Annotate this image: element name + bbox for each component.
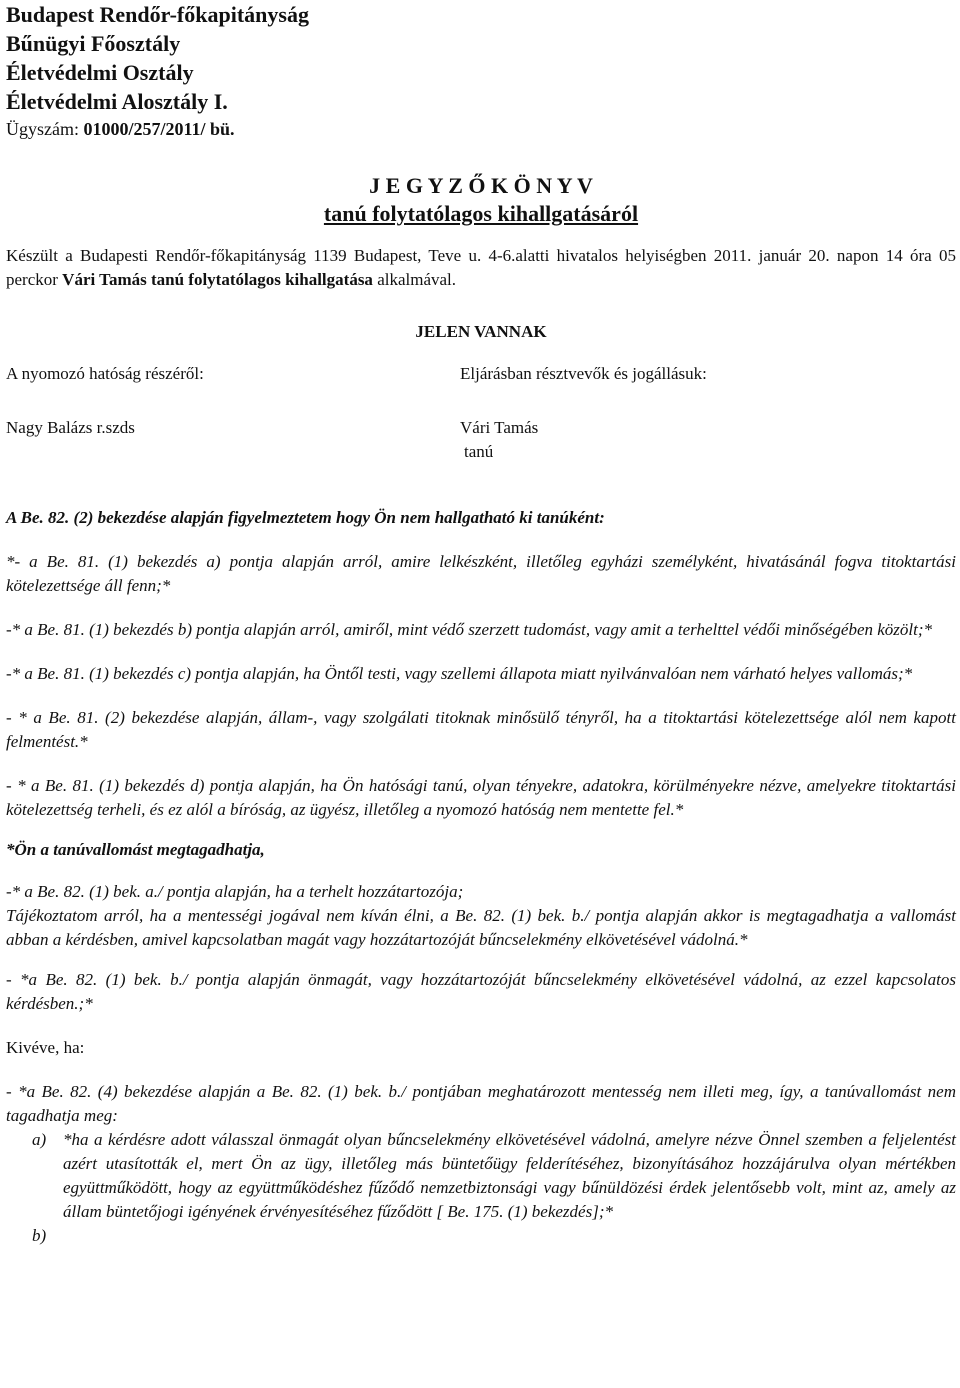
refusal-b: - *a Be. 82. (1) bek. b./ pontja alapján önmagát, vagy hozzátartozóját bűncselekmény elkövetésével vádolná, az ezzel kapcsolatos kérdésben.;* xyxy=(6,970,956,1013)
authority-label: A nyomozó hatóság részéről: xyxy=(6,364,204,383)
document-title: J E G Y Z Ő K Ö N Y V xyxy=(369,173,593,198)
case-number-value: 01000/257/2011/ bü. xyxy=(83,119,235,139)
refusal-a-line: -* a Be. 82. (1) bek. a./ pontja alapján, ha a terhelt hozzátartozója; xyxy=(6,882,464,901)
case-number xyxy=(6,116,956,142)
case-label: Ügyszám: xyxy=(6,119,84,139)
except-intro: - *a Be. 82. (4) bekezdése alapján a Be. 82. (1) bek. b./ pontjában meghatározott mentesség nem illeti meg, így, a tanúvallomást nem tagadhatja meg: xyxy=(6,1082,956,1125)
refusal-a-info: Tájékoztatom arról, ha a mentességi jogával nem kíván élni, a Be. 82. (1) bek. b./ pontja alapján akkor is megtagadhatja a vallomást abban a kérdésben, amivel kapcsolatban magát vagy hozzátartozóját bűncselekmény elkövetésével vádolná.* xyxy=(6,906,956,949)
except-label: Kivéve, ha: xyxy=(6,1038,85,1057)
participants-column xyxy=(460,362,707,464)
exclusion-item-1: *- a Be. 81. (1) bekezdés a) pontja alapján arról, amire lelkészként, illetőleg egyházi személyként, hivatásánál fogva titoktartási kötelezettsége áll fenn;* xyxy=(6,552,956,595)
intro-part-1: Készült a Budapesti Rendőr-főkapitányság 1139 Budapest, Teve u. 4-6.alatti hivatalos helyiségben 2011. január 20. napon 14 óra 05 perckor xyxy=(6,246,956,289)
refusal-heading: *Ön a tanúvallomást megtagadhatja, xyxy=(6,840,265,859)
intro-paragraph xyxy=(6,244,956,292)
document-page xyxy=(6,0,956,1245)
header-line-2: Bűnügyi Főosztály xyxy=(6,31,181,56)
participants-label: Eljárásban résztvevők és jogállásuk: xyxy=(460,364,707,383)
header-line-1: Budapest Rendőr-főkapitányság xyxy=(6,2,309,27)
header-line-3: Életvédelmi Osztály xyxy=(6,60,194,85)
exclusion-item-3: -* a Be. 81. (1) bekezdés c) pontja alapján, ha Öntől testi, vagy szellemi állapota miatt nyilvánvalóan nem várható helyes vallomás;* xyxy=(6,664,913,683)
exclusion-item-5: - * a Be. 81. (1) bekezdés d) pontja alapján, ha Ön hatósági tanú, olyan tényekre, adatokra, körülményekre nézve, amelyekre titoktartási kötelezettség terheli, és ez alól a bíróság, az ügyész, illetőleg a nyomozó hatóság nem mentette fel.* xyxy=(6,776,956,819)
participant-name: Vári Tamás xyxy=(460,418,539,437)
document-subtitle: tanú folytatólagos kihallgatásáról xyxy=(323,201,639,226)
warning-heading: A Be. 82. (2) bekezdése alapján figyelmeztetem hogy Ön nem hallgatható ki tanúként: xyxy=(6,508,605,527)
exclusion-item-2: -* a Be. 81. (1) bekezdés b) pontja alapján arról, amiről, mint védő szerzett tudomást, vagy amit a terhelttel védői minőségében közölt;* xyxy=(6,620,933,639)
intro-part-2: alkalmával. xyxy=(372,270,457,289)
participant-role: tanú xyxy=(464,442,494,461)
exclusion-item-4: - * a Be. 81. (2) bekezdése alapján, állam-, vagy szolgálati titoknak minősülő tényről, ha a titoktartási kötelezettsége alól nem kapott felmentést.* xyxy=(6,708,956,751)
list-marker-b: b) xyxy=(32,1226,47,1245)
list-text-a: *ha a kérdésre adott válasszal önmagát olyan bűncselekmény elkövetésével vádolná, amelyre nézve Önnel szemben a feljelentést azért utasították el, mert Ön az ügy, illetőleg más büntetőügy felderítéséhez, bizonyításához hozzájárulva olyan mértékben együttműködött, hogy az együttműködéshez fűződő nemzetbiztonsági vagy bűnüldözési érdek jelentősebb volt, mint az, amely az állam büntetőjogi igényének érvényesítéséhez fűződött [ Be. 175. (1) bekezdés];* xyxy=(63,1130,956,1221)
list-marker-a: a) xyxy=(32,1130,47,1149)
present-parties xyxy=(6,362,956,502)
except-list-item-a xyxy=(6,1128,956,1224)
intro-bold: Vári Tamás tanú folytatólagos kihallgatása xyxy=(62,270,373,289)
authority-name: Nagy Balázs r.szds xyxy=(6,418,135,437)
authority-column xyxy=(6,362,204,440)
present-heading: JELEN VANNAK xyxy=(415,322,547,341)
document-header xyxy=(6,0,956,142)
header-line-4: Életvédelmi Alosztály I. xyxy=(6,89,228,114)
